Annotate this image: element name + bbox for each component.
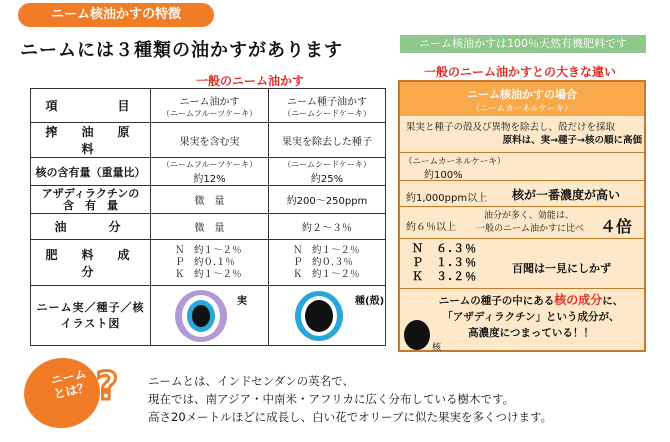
kernel-desc-line1: 果実と種子の殻及び異物を除去し、殻だけを採取 (406, 122, 616, 133)
divider (400, 152, 644, 153)
table-row (31, 158, 386, 186)
kernel-p: Ｐ １.３％ (412, 256, 478, 269)
kernel-sub: （ニームカーネルケーキ） (404, 157, 506, 167)
npk-k: Ｋ 約１～２％ (293, 268, 360, 280)
divider (400, 288, 644, 289)
seed-tag: 種(殻) (355, 296, 385, 307)
header-col1 (151, 89, 269, 123)
kernel-desc-line2: 原料は、実→種子→核の順に高価 (502, 135, 642, 146)
neem-description (148, 372, 552, 426)
row-label-line1: アザディラクチンの (41, 186, 140, 200)
kernel-head-sub: （ニームカーネルケーキ） (471, 104, 573, 114)
npk-note: 百聞は一見にしかず (512, 262, 611, 275)
header-col2 (269, 89, 386, 123)
seed-illustration (289, 288, 349, 344)
npk-n: Ｎ 約１～２％ (175, 244, 242, 256)
kernel-head-title: ニーム核油かすの場合 (467, 88, 577, 101)
neem-badge-label: ニーム とは？ (49, 366, 91, 402)
kernel-box-head (400, 82, 644, 116)
cell: 果実を含む実 (151, 123, 269, 158)
col2-sub: （ニームシードケーキ） (283, 108, 371, 118)
row-label (31, 186, 151, 214)
desc-line3: 高さ20メートルほどに成長し、白い花でオリーブに似た果実を多くつけます。 (148, 410, 553, 424)
row-label-line2: 含 有 量 (63, 198, 118, 212)
summary-line1 (418, 292, 644, 309)
cell-value: 約12% (193, 173, 226, 185)
cell-sub: （ニームフルーツケーキ） (161, 159, 258, 169)
kernel-ppm: 約1,000ppm以上 (406, 193, 488, 204)
col1-title: ニーム油かす (179, 96, 240, 108)
left-caption: 一般のニーム油かす (196, 74, 305, 88)
divider (400, 238, 644, 239)
npk-p: Ｐ 約０.１％ (175, 256, 236, 268)
kernel-desc (406, 121, 642, 147)
summary-line2: 「アザディラクチン」という成分が、 (442, 311, 620, 323)
row-label: 搾 油 原 料 (31, 123, 151, 158)
cell: 微 量 (151, 186, 269, 214)
kernel-n: Ｎ ６.３％ (412, 242, 478, 255)
kernel-k: Ｋ ３.２％ (412, 270, 478, 283)
fruit-illustration (171, 288, 231, 344)
table-row (31, 214, 386, 240)
kernel-pct: 約100% (424, 170, 463, 181)
right-caption: 一般のニーム油かすとの大きな違い (424, 65, 617, 79)
organic-banner: ニーム核油かすは100％天然有機肥料です (400, 35, 646, 53)
kernel-icon (404, 320, 430, 350)
divider (400, 180, 644, 181)
desc-line1: ニームとは、インドセンダンの英名で、 (148, 374, 355, 388)
summary-text-a: ニームの種子の中にある (438, 295, 555, 307)
question-mark-icon: ? (96, 364, 119, 408)
table-row (31, 123, 386, 158)
table-row (31, 286, 386, 346)
row-label: 核の含有量（重量比） (31, 158, 151, 186)
cell-value: 約25% (310, 173, 344, 185)
kernel-summary (418, 292, 644, 341)
cell: 果実を除去した種子 (269, 123, 386, 158)
oil-note-line2: 一般のニーム油かすに比べ (476, 224, 585, 234)
kernel-npk (412, 242, 477, 284)
kernel-tag: 核 (432, 343, 442, 353)
fruit-tag: 実 (237, 296, 247, 307)
cell: 約２～３％ (269, 214, 386, 240)
summary-line3: 高濃度につまっている！！ (468, 327, 594, 339)
npk-n: Ｎ 約１～２％ (293, 244, 360, 256)
comparison-table (30, 88, 386, 346)
kernel-oil: 約６％以上 (406, 222, 456, 233)
kernel-oil-note (476, 210, 584, 236)
header-item: 項 目 (31, 89, 151, 123)
cell: 微 量 (151, 214, 269, 240)
row-label: 肥 料 成 分 (31, 240, 151, 286)
section-badge: ニーム核油かすの特徴 (18, 3, 214, 27)
npk-k: Ｋ 約１～２％ (175, 268, 242, 280)
cell (151, 286, 269, 346)
page-title: ニームには３種類の油かすがあります (20, 40, 343, 61)
npk-p: Ｐ 約０.３％ (293, 256, 354, 268)
oil-multiplier: ４倍 (600, 217, 633, 236)
cell (269, 158, 386, 186)
table-row (31, 186, 386, 214)
oil-note-line1: 油分が多く、効能は、 (484, 211, 574, 221)
summary-emphasis: 核の成分 (554, 293, 603, 307)
divider (400, 206, 644, 207)
cell: 約200～250ppm (269, 186, 386, 214)
kernel-ppm-note: 核が一番濃度が高い (512, 188, 621, 202)
row-label: 油 分 (31, 214, 151, 240)
row-label-line2: イラスト図 (60, 316, 121, 330)
summary-text-b: に、 (602, 295, 624, 307)
cell (151, 158, 269, 186)
row-label (31, 286, 151, 346)
col2-title: ニーム種子油かす (287, 96, 367, 108)
cell (151, 240, 269, 286)
cell (269, 286, 386, 346)
table-row (31, 240, 386, 286)
row-label-line1: ニーム実／種子／核 (36, 300, 145, 314)
col1-sub: （ニームフルーツケーキ） (161, 108, 258, 118)
cell-sub: （ニームシードケーキ） (283, 159, 371, 169)
desc-line2: 現在では、南アジア・中南米・アフリカに広く分布している樹木です。 (148, 392, 515, 406)
cell (269, 240, 386, 286)
